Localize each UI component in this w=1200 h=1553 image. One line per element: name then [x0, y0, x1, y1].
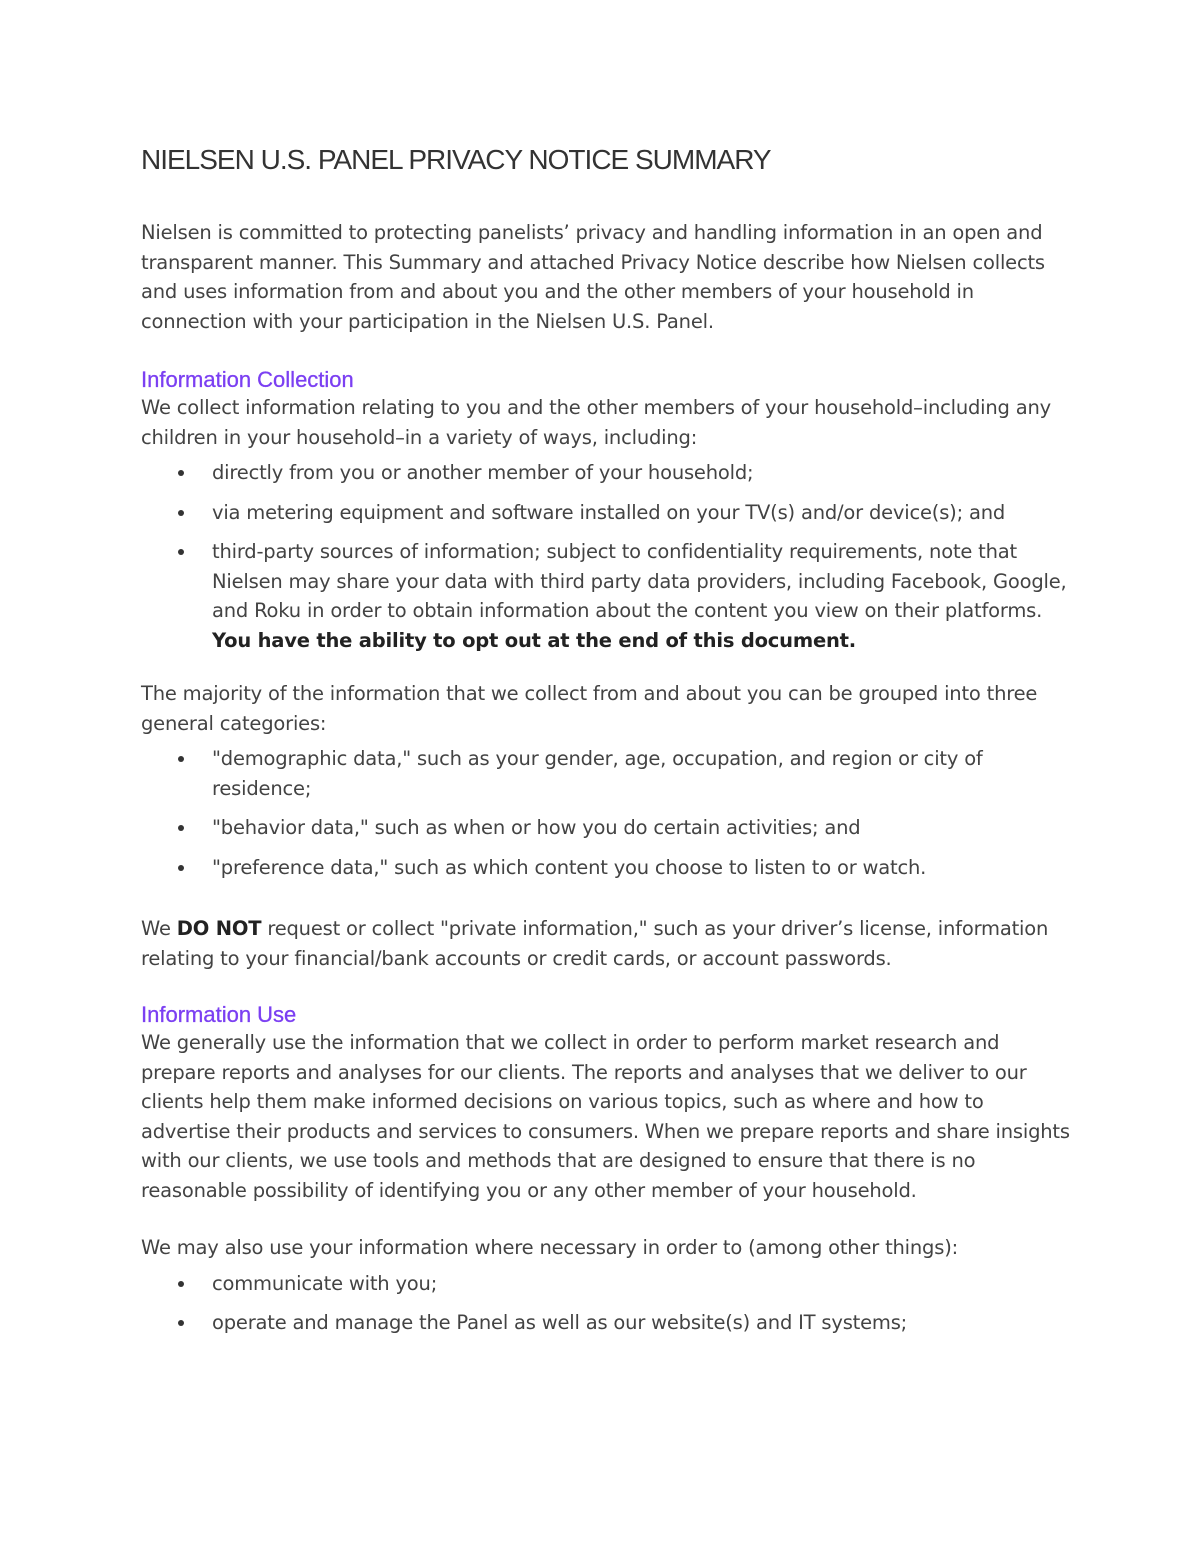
section-heading-collection: Information Collection	[141, 367, 354, 392]
list-item: via metering equipment and software installed on your TV(s) and/or device(s); and	[212, 498, 1071, 528]
use-also-lead: We may also use your information where necessary in order to (among other things):	[141, 1236, 958, 1259]
private-info-paragraph: We DO NOT request or collect "private information," such as your driver’s license, information relating to your financial/bank accounts or credit cards, or account passwords.	[141, 917, 1049, 970]
do-not-emphasis: DO NOT	[176, 917, 262, 940]
list-item: communicate with you;	[212, 1269, 1071, 1299]
list-item: operate and manage the Panel as well as our website(s) and IT systems;	[212, 1308, 1071, 1338]
list-item: third-party sources of information; subject to confidentiality requirements, note that Nielsen may share your data with third party data providers, including Facebook, Google, and Roku in order to obtain information about the content you view on their platforms. You have the ability to opt out at the end of this document.	[212, 537, 1071, 655]
bullet-icon	[178, 510, 184, 516]
collection-bullet-list	[141, 458, 1071, 655]
categories-lead: The majority of the information that we collect from and about you can be grouped into three general categories:	[141, 682, 1038, 735]
opt-out-note: You have the ability to opt out at the end of this document.	[212, 628, 856, 652]
intro-paragraph: Nielsen is committed to protecting panelists’ privacy and handling information in an open and transparent manner. This Summary and attached Privacy Notice describe how Nielsen collects and uses information from and about you and the other members of your household in connection with your participation in the Nielsen U.S. Panel.	[141, 221, 1045, 333]
bullet-icon	[178, 1320, 184, 1326]
bullet-icon	[178, 1281, 184, 1287]
bullet-icon	[178, 549, 184, 555]
list-item: "preference data," such as which content you choose to listen to or watch.	[212, 853, 1071, 883]
list-item: directly from you or another member of your household;	[212, 458, 1071, 488]
use-body: We generally use the information that we collect in order to perform market research and prepare reports and analyses for our clients. The reports and analyses that we deliver to our clients help them make informed decisions on various topics, such as where and how to advertise their products and services to consumers. When we prepare reports and share insights with our clients, we use tools and methods that are designed to ensure that there is no reasonable possibility of identifying you or any other member of your household.	[141, 1031, 1070, 1202]
categories-bullet-list	[141, 744, 1071, 882]
bullet-icon	[178, 756, 184, 762]
section-heading-use: Information Use	[141, 1002, 297, 1027]
collection-lead: We collect information relating to you and the other members of your household–including any children in your household–in a variety of ways, including:	[141, 396, 1051, 449]
list-item: "demographic data," such as your gender, age, occupation, and region or city of residence;	[212, 744, 1071, 803]
page-title: NIELSEN U.S. PANEL PRIVACY NOTICE SUMMARY	[141, 144, 771, 175]
use-bullet-list	[141, 1269, 1071, 1338]
bullet-icon	[178, 825, 184, 831]
document-page	[141, 142, 1071, 1348]
bullet-icon	[178, 865, 184, 871]
list-item: "behavior data," such as when or how you do certain activities; and	[212, 813, 1071, 843]
bullet-icon	[178, 470, 184, 476]
